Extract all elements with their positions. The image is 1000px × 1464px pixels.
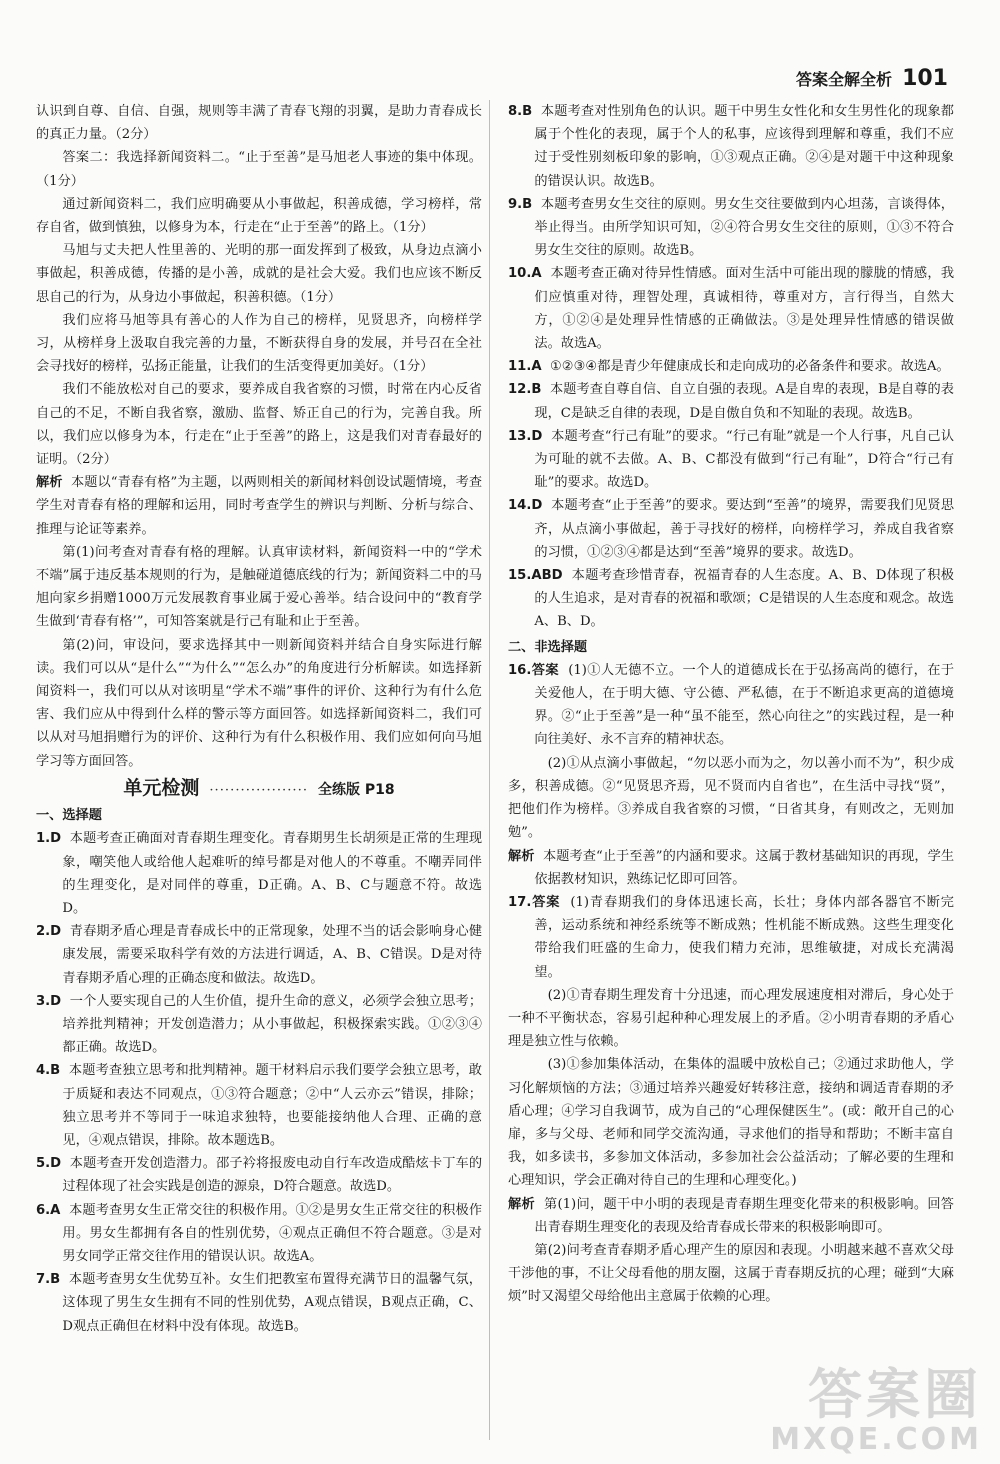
question-item <box>508 355 954 378</box>
answer-label: 答案 <box>531 662 559 678</box>
answer-paragraph: 通过新闻资料二，我们应明确要从小事做起，积善成德，学习榜样，常存自省，做到慎独，以修身为本，行走在“止于至善”的路上。（1分） <box>36 196 482 236</box>
question-number: 15.ABD <box>508 568 563 584</box>
answer-paragraph: (3)①参加集体活动，在集体的温暖中放松自己；②通过求助他人，学习化解烦恼的方法；③通过培养兴趣爱好转移注意，接纳和调适青春期的矛盾心理；④学习自我调节，成为自己的“心理保健医生”。(或：敞开自己的心扉，多与父母、老师和同学交流沟通，寻求他们的指导和帮助；不断丰富自我，如多读书，多参加文体活动，多参加社会公益活动；了解必要的生理和心理知识，学会正确对待自己的生理和心理变化。) <box>508 1057 954 1189</box>
question-number: 11.A <box>508 359 542 375</box>
question-number: 5.D <box>36 1156 62 1172</box>
question-item <box>508 262 954 355</box>
question-text: 本题考查正确面对青春期生理变化。青春期男生长胡须是正常的生理现象，嘲笑他人或给他人起难听的绰号都是对他人的不尊重。不嘲弄同伴的生理变化，是对同伴的尊重，D正确。A、B、C与题意不符。故选D。 <box>62 831 483 916</box>
answer-paragraph: 马旭与丈夫把人性里善的、光明的那一面发挥到了极致，从身边点滴小事做起，积善成德，传播的是小善，成就的是社会大爱。我们也应该不断反思自己的行为，从身边小事做起，积善积德。（1分） <box>36 243 482 305</box>
question-item <box>508 193 954 263</box>
analysis-text: 第(1)问，题干中小明的表现是青春期生理变化带来的积极影响。回答出青春期生理变化的表现及给青春成长带来的积极影响即可。 <box>534 1196 954 1235</box>
question-text: 本题考查对性别角色的认识。题干中男生女性化和女生男性化的现象都属于个性化的表现，属于个人的私事，应该得到理解和尊重，我们不应过于受性别刻板印象的影响，①③观点正确。②④是对题干中这种现象的错误认识。故选B。 <box>534 104 954 189</box>
question-item <box>36 920 482 990</box>
question-item <box>36 990 482 1060</box>
unit-title: 单元检测 <box>123 776 200 799</box>
question-text: 本题考查正确对待异性情感。面对生活中可能出现的朦胧的情感，我们应慎重对待，理智处理，真诚相待，尊重对方，言行得当，自然大方，①②④是处理异性情感的正确做法。③是处理异性情感的错误做法。故选A。 <box>534 266 955 352</box>
analysis-text: 本题考查“止于至善”的内涵和要求。这属于教材基础知识的再现，学生依据教材知识，熟练记忆即可回答。 <box>534 848 955 887</box>
column-divider <box>489 100 490 1440</box>
question-number: 3.D <box>36 993 62 1009</box>
answer-paragraph: 我们应将马旭等具有善心的人作为自己的榜样，见贤思齐，向榜样学习，从榜样身上汲取自我完善的力量，不断获得自身的发展，并号召在全社会寻找好的榜样，弘扬正能量，让我们的生活变得更加美好。（1分） <box>36 312 482 375</box>
answer-text: (1)青春期我们的身体迅速长高，长壮；身体内部各器官不断完善，运动系统和神经系统等不断成熟；性机能不断成熟。这些生理变化带给我们旺盛的生命力，使我们精力充沛，思维敏捷，对成长充满渴望。 <box>534 894 954 980</box>
section-heading: 一、选择题 <box>36 808 102 824</box>
answer-paragraph: 我们不能放松对自己的要求，要养成自我省察的习惯，时常在内心反省自己的不足，不断自我省察，激励、监督、矫正自己的行为，完善自我。所以，我们应以修身为本，行走在“止于至善”的路上，这是我们对青春最好的证明。（2分） <box>36 382 482 468</box>
question-text: 本题考查“止于至善”的要求。要达到“至善”的境界，需要我们见贤思齐，从点滴小事做起，善于寻找好的榜样，向榜样学习，养成自我省察的习惯，①②③④都是达到“至善”境界的要求。故选D。 <box>534 498 955 560</box>
question-number: 12.B <box>508 382 542 398</box>
question-number: 1.D <box>36 831 62 847</box>
question-item <box>508 378 954 424</box>
question-text: ①②③④都是青少年健康成长和走向成功的必备条件和要求。故选A。 <box>549 359 950 375</box>
site-watermark <box>770 1363 982 1457</box>
question-text: 本题考查开发创造潜力。邵子衿将报废电动自行车改造成酷炫卡丁车的过程体现了社会实践是创造的源泉，D符合题意。故选D。 <box>62 1156 483 1195</box>
watermark-logo-text: 答案圈 <box>808 1363 982 1426</box>
answer-paragraph: (2)①青春期生理发育十分迅速，而心理发展速度相对滞后，身心处于一种不平衡状态，容易引起种种心理发展上的矛盾。②小明青春期的矛盾心理是独立性与依赖。 <box>508 987 954 1050</box>
question-item <box>508 564 954 634</box>
question-number: 10.A <box>508 266 542 282</box>
analysis-paragraph: 第(1)问考查对青春有格的理解。认真审读材料，新闻资料一中的“学术不端”属于违反基本规则的行为，是触碰道德底线的行为；新闻资料二中的马旭向家乡捐赠1000万元发展教育事业属于爱心善举。结合设问中的“教育学生做到‘青春有格’”，可知答案就是行己有耻和止于至善。 <box>36 544 482 630</box>
section-heading: 二、非选择题 <box>508 639 588 655</box>
question-text: 一个人要实现自己的人生价值，提升生命的意义，必须学会独立思考；培养批判精神；开发创造潜力；从小事做起，积极探索实践。①②③④都正确。故选D。 <box>62 993 483 1056</box>
question-text: 本题考查独立思考和批判精神。题干材料启示我们要学会独立思考，敢于质疑和表达不同观点，①③符合题意；②中“人云亦云”错误，排除；独立思考并不等同于一味追求独特，也要能接纳他人合理、正确的意见，④观点错误，排除。故本题选B。 <box>62 1063 482 1148</box>
watermark-url: MXQE.COM <box>770 1422 982 1457</box>
answer-label: 答案 <box>531 894 561 910</box>
question-item <box>36 1268 482 1338</box>
question-item <box>36 1152 482 1198</box>
question-item <box>36 827 482 920</box>
left-column <box>36 100 482 1338</box>
question-number: 17. <box>508 894 532 910</box>
analysis-paragraph: 第(2)问，审设问，要求选择其中一则新闻资料并结合自身实际进行解读。我们可以从“是什么”“为什么”“怎么办”的角度进行分析解读。如选择新闻资料一，我们可以从对该明星“学术不端”事件的评价、这种行为有什么危害、我们应从中得到什么样的警示等方面回答。如选择新闻资料二，我们可以从对马旭捐赠行为的评价、这种行为有什么积极作用、我们应如何向马旭学习等方面回答。 <box>36 637 482 769</box>
answer-paragraph: 认识到自尊、自信、自强，规则等丰满了青春飞翔的羽翼，是助力青春成长的真正力量。（2分） <box>36 104 482 143</box>
question-text: 本题考查珍惜青春，祝福青春的人生态度。A、B、D体现了积极的人生追求，是对青春的祝福和歌颂；C是错误的人生态度和观念。故选A、B、D。 <box>534 568 954 630</box>
answer-paragraph: 答案二：我选择新闻资料二。“止于至善”是马旭老人事迹的集中体现。（1分） <box>36 150 482 189</box>
question-number: 7.B <box>36 1272 61 1288</box>
question-number: 8.B <box>508 104 533 119</box>
right-column <box>508 100 954 1309</box>
page-number: 101 <box>902 66 948 91</box>
question-number: 13.D <box>508 428 543 444</box>
unit-test-heading <box>36 777 482 802</box>
question-number: 2.D <box>36 924 62 940</box>
analysis-paragraph: 第(2)问考查青春期矛盾心理产生的原因和表现。小明越来越不喜欢父母干涉他的事，不让父母看他的朋友圈，这属于青春期反抗的心理；碰到“大麻烦”时又渴望父母给他出主意属于依赖的心理。 <box>508 1242 954 1305</box>
header-label: 答案全解全析 <box>796 70 893 89</box>
question-text: 青春期矛盾心理是青春成长中的正常现象，处理不当的话会影响身心健康发展，需要采取科学有效的方法进行调适，A、B、C错误。D是对待青春期矛盾心理的正确态度和做法。故选D。 <box>62 924 483 986</box>
question-item <box>36 1199 482 1269</box>
question-item <box>36 1059 482 1152</box>
question-number: 16. <box>508 662 532 678</box>
analysis-label: 解析 <box>508 848 535 864</box>
question-text: 本题考查男女生交往的原则。男女生交往要做到内心坦荡，言谈得体，举止得当。由所学知识可知，②④符合男女生交往的原则，①③不符合男女生交往的原则。故选B。 <box>534 196 954 259</box>
analysis-label: 解析 <box>508 1196 535 1212</box>
question-item <box>508 100 954 193</box>
answer-paragraph: (2)①从点滴小事做起，“勿以恶小而为之，勿以善小而不为”，积少成多，积善成德。②“见贤思齐焉，见不贤而内自省也”，在生活中寻找“贤”，把他们作为榜样。③养成自我省察的习惯，“日省其身，有则改之，无则加勉”。 <box>508 755 954 841</box>
question-number: 6.A <box>36 1202 61 1218</box>
analysis-label: 解析 <box>36 475 63 491</box>
analysis-text: 本题以“青春有格”为主题，以两则相关的新闻材料创设试题情境，考查学生对青春有格的理解和运用，同时考查学生的辨识与判断、分析与综合、推理与论证等素养。 <box>36 475 483 537</box>
unit-page-ref: 全练版 P18 <box>318 781 395 798</box>
question-number: 4.B <box>36 1063 61 1079</box>
unit-dots: ··················· <box>209 782 309 798</box>
analysis-paragraph <box>36 471 482 541</box>
analysis-paragraph <box>508 845 954 891</box>
question-text: 本题考查“行己有耻”的要求。“行己有耻”就是一个人行事，凡自己认为可耻的就不去做。A、B、C都没有做到“行己有耻”，D符合“行己有耻”的要求。故选D。 <box>534 428 955 491</box>
question-number: 14.D <box>508 498 543 514</box>
question-item <box>508 494 954 564</box>
question-text: 本题考查男女生优势互补。女生们把教室布置得充满节日的温馨气氛，这体现了男生女生拥有不同的性别优势，A观点错误，B观点正确，C、D观点正确但在材料中没有体现。故选B。 <box>62 1272 482 1334</box>
answer-text: (1)①人无德不立。一个人的道德成长在于弘扬高尚的德行，在于关爱他人，在于明大德、守公德、严私德，在于不断追求更高的道德境界。②“止于至善”是一种“虽不能至，然心向往之”的实践过程，是一种向往美好、永不言弃的精神状态。 <box>534 662 955 748</box>
analysis-paragraph <box>508 1193 954 1239</box>
question-item <box>508 425 954 495</box>
page-header <box>796 66 948 91</box>
question-text: 本题考查男女生正常交往的积极作用。①②是男女生正常交往的积极作用。男女生都拥有各自的性别优势，④观点正确但不符合题意。③是对男女同学正常交往作用的错误认识。故选A。 <box>62 1202 483 1264</box>
question-item <box>508 891 954 984</box>
question-number: 9.B <box>508 196 533 212</box>
question-item <box>508 659 954 752</box>
question-text: 本题考查自尊自信、自立自强的表现。A是自卑的表现，B是自尊的表现，C是缺乏自律的表现，D是自傲自负和不知耻的表现。故选B。 <box>534 382 954 421</box>
